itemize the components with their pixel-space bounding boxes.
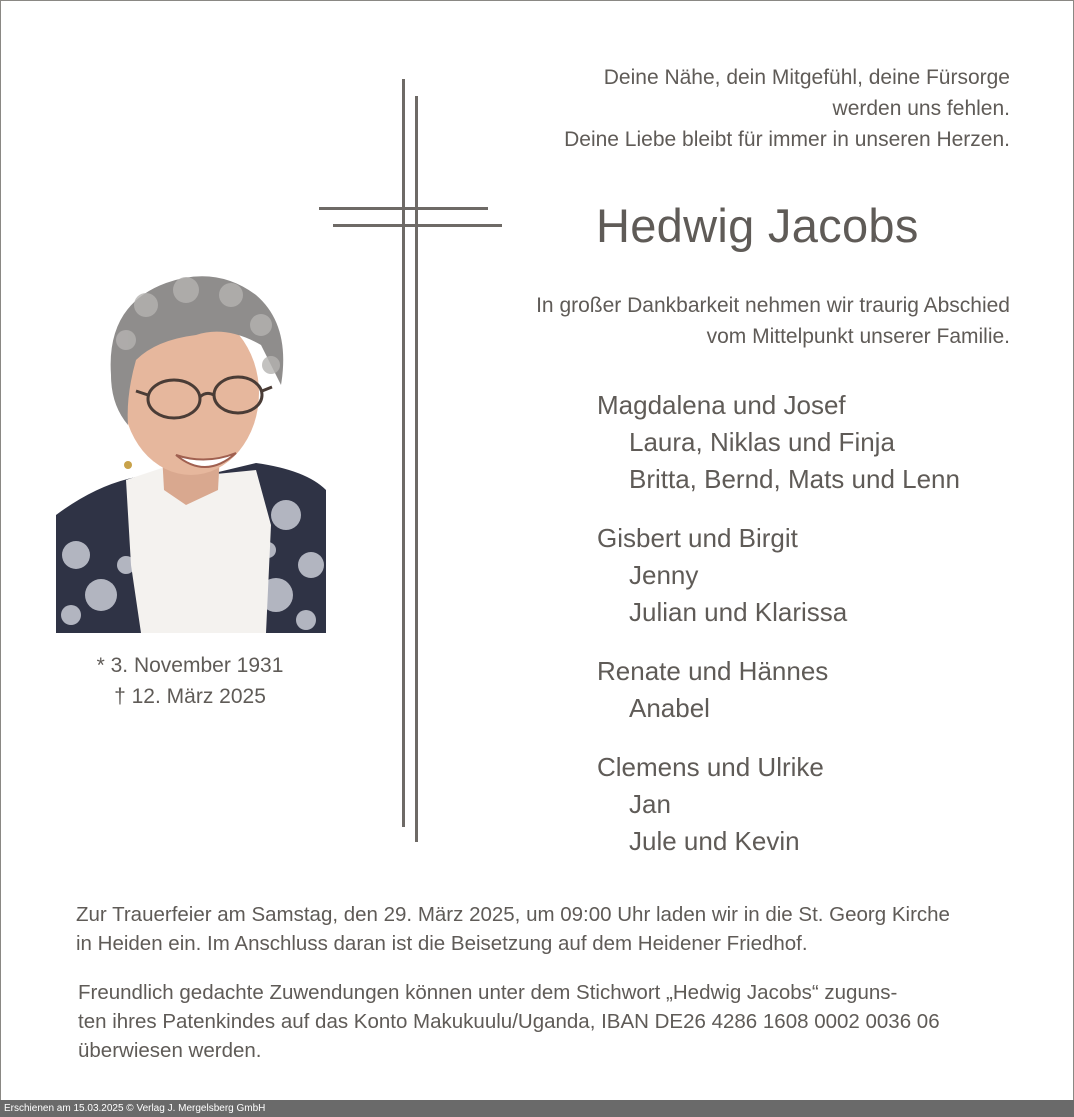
farewell-intro: [536, 290, 1010, 352]
portrait-photo: [56, 265, 326, 633]
family-group-head: Gisbert und Birgit: [597, 523, 798, 553]
service-line-2: in Heiden ein. Im Anschluss daran ist die Beisetzung auf dem Heidener Friedhof.: [76, 932, 808, 955]
family-group: [597, 520, 960, 631]
donation-info: [78, 978, 940, 1065]
family-group-head: Magdalena und Josef: [597, 390, 846, 420]
intro-line-1: In großer Dankbarkeit nehmen wir traurig Abschied: [536, 294, 1010, 317]
funeral-service-info: [76, 900, 950, 958]
family-group-member: Laura, Niklas und Finja: [629, 427, 895, 457]
family-group: [597, 653, 960, 727]
publication-footer: Erschienen am 15.03.2025 © Verlag J. Mergelsberg GmbH: [0, 1100, 1074, 1117]
family-group-head: Clemens und Ulrike: [597, 752, 824, 782]
family-group-member: Jan: [629, 789, 671, 819]
memorial-motto: [564, 62, 1010, 155]
donation-line-3: überwiesen werden.: [78, 1039, 262, 1062]
family-group-member: Jule und Kevin: [629, 826, 800, 856]
death-date: † 12. März 2025: [114, 685, 266, 708]
life-dates: [60, 650, 320, 712]
family-group-member: Anabel: [629, 693, 710, 723]
donation-line-1: Freundlich gedachte Zuwendungen können unter dem Stichwort „Hedwig Jacobs“ zuguns-: [78, 981, 898, 1004]
family-group-member: Jenny: [629, 560, 699, 590]
donation-line-2: ten ihres Patenkindes auf das Konto Makukuulu/Uganda, IBAN DE26 4286 1608 0002 0036 06: [78, 1010, 940, 1033]
family-group: [597, 749, 960, 860]
service-line-1: Zur Trauerfeier am Samstag, den 29. März 2025, um 09:00 Uhr laden wir in die St. Georg Kirche: [76, 903, 950, 926]
family-group: [597, 387, 960, 498]
motto-line-3: Deine Liebe bleibt für immer in unseren Herzen.: [564, 128, 1010, 151]
intro-line-2: vom Mittelpunkt unserer Familie.: [706, 325, 1010, 348]
family-group-head: Renate und Hännes: [597, 656, 829, 686]
motto-line-1: Deine Nähe, dein Mitgefühl, deine Fürsorge: [603, 66, 1010, 89]
birth-date: * 3. November 1931: [96, 654, 284, 677]
deceased-name: Hedwig Jacobs: [596, 199, 919, 252]
family-list: [597, 387, 960, 882]
motto-line-2: werden uns fehlen.: [832, 97, 1010, 120]
family-group-member: Julian und Klarissa: [629, 597, 848, 627]
family-group-member: Britta, Bernd, Mats und Lenn: [629, 464, 960, 494]
